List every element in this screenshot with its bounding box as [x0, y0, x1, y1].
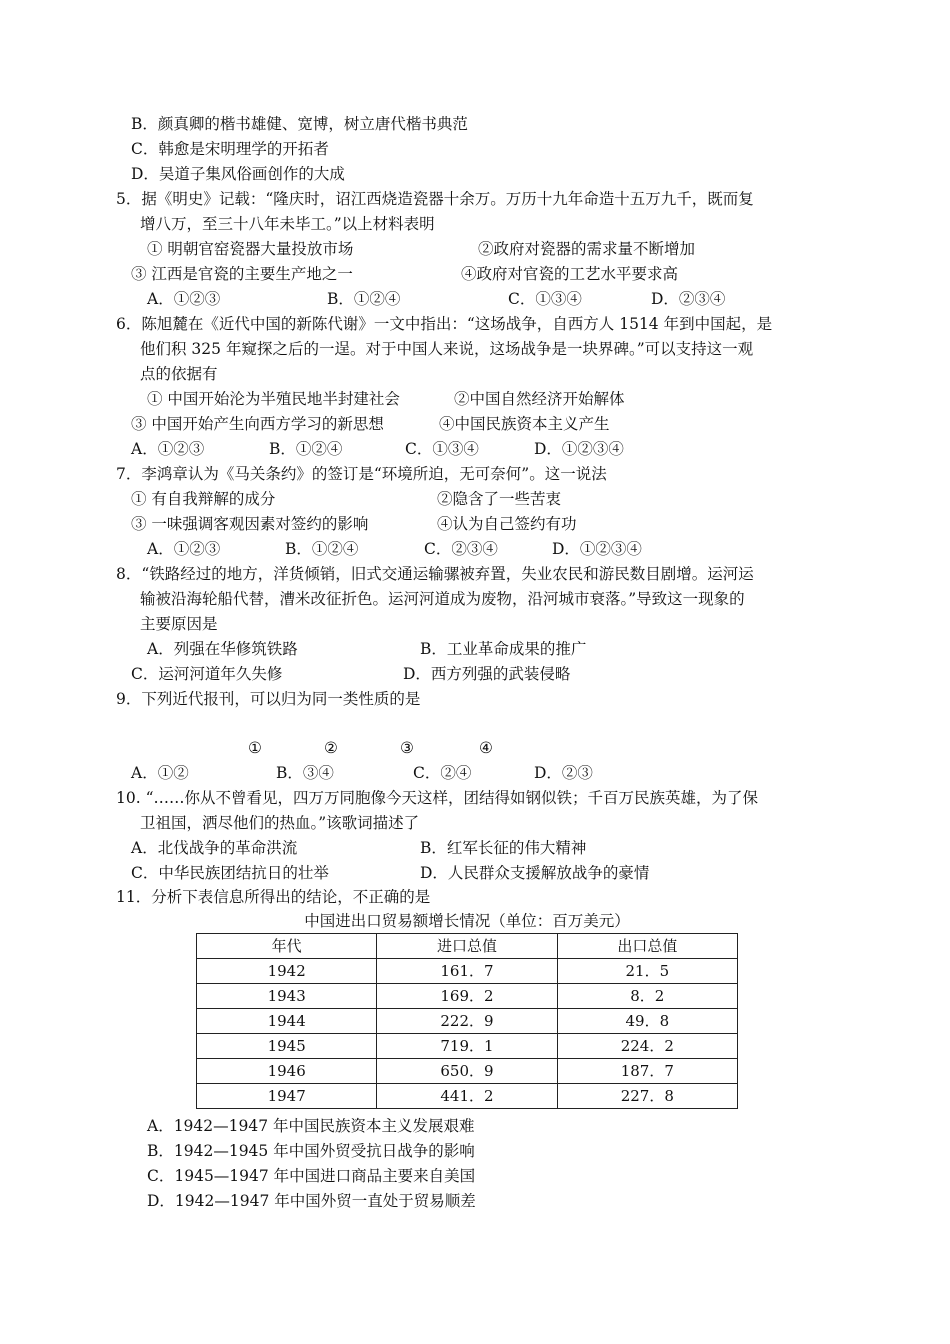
q6-choice-b: B．①②④: [269, 440, 343, 458]
q11-choice-c: C．1945—1947 年中国进口商品主要来自美国: [147, 1167, 476, 1185]
cell-exports: 8．2: [557, 984, 737, 1009]
q6-item-4: ④中国民族资本主义产生: [439, 415, 610, 433]
cell-year: 1943: [197, 984, 377, 1009]
cell-exports: 227．8: [557, 1084, 737, 1109]
cell-imports: 161．7: [377, 959, 557, 984]
q10-choice-c: C．中华民族团结抗日的壮举: [131, 864, 329, 882]
q9-choice-b: B．③④: [276, 764, 334, 782]
q10-choice-d: D．人民群众支援解放战争的豪情: [420, 864, 650, 882]
q10-choice-b: B．红军长征的伟大精神: [420, 839, 587, 857]
q7-item-3: ③ 一味强调客观因素对签约的影响: [131, 515, 369, 533]
table-row: [197, 1009, 738, 1034]
q7-item-1: ① 有自我辩解的成分: [131, 490, 276, 508]
q6-stem-line2: 他们积 325 年窥探之后的一逞。对于中国人来说，这场战争是一块界碑。”可以支持这一观: [140, 340, 754, 358]
q9-marker-3: ③: [400, 739, 414, 757]
q9-choice-c: C．②④: [413, 764, 472, 782]
q9-choice-a: A．①②: [131, 764, 189, 782]
q7-item-2: ②隐含了一些苦衷: [437, 490, 562, 508]
q5-item-2: ②政府对瓷器的需求量不断增加: [478, 240, 696, 258]
q11-choice-a: A．1942—1947 年中国民族资本主义发展艰难: [147, 1117, 475, 1135]
q5-choice-b: B．①②④: [327, 290, 401, 308]
q5-choice-d: D．②③④: [651, 290, 726, 308]
q6-item-2: ②中国自然经济开始解体: [454, 390, 625, 408]
cell-exports: 21．5: [557, 959, 737, 984]
q5-stem-line2: 增八万，至三十八年未毕工。”以上材料表明: [140, 215, 435, 233]
cell-imports: 169．2: [377, 984, 557, 1009]
cell-imports: 719．1: [377, 1034, 557, 1059]
cell-year: 1947: [197, 1084, 377, 1109]
q4-option-d: D．吴道子集风俗画创作的大成: [131, 165, 345, 183]
cell-year: 1945: [197, 1034, 377, 1059]
q6-stem-line3: 点的依据有: [140, 365, 218, 383]
table-row: [197, 1034, 738, 1059]
q10-stem-line1: 10. “……你从不曾看见，四万万同胞像今天这样，团结得如钢似铁；千百万民族英雄，为了保: [116, 789, 759, 807]
q7-choice-a: A．①②③: [147, 540, 221, 558]
trade-table: [196, 933, 738, 1109]
cell-exports: 187．7: [557, 1059, 737, 1084]
cell-year: 1946: [197, 1059, 377, 1084]
q8-choice-d: D．西方列强的武装侵略: [403, 665, 571, 683]
q11-stem: 11．分析下表信息所得出的结论，不正确的是: [116, 888, 431, 906]
q6-item-1: ① 中国开始沦为半殖民地半封建社会: [147, 390, 400, 408]
cell-imports: 650．9: [377, 1059, 557, 1084]
q6-choice-a: A．①②③: [131, 440, 205, 458]
q9-stem: 9．下列近代报刊，可以归为同一类性质的是: [116, 690, 421, 708]
cell-exports: 224．2: [557, 1034, 737, 1059]
q8-stem-line1: 8．“铁路经过的地方，洋货倾销，旧式交通运输骡被弃置，失业农民和游民数目剧增。运河运: [116, 565, 754, 583]
table-row: [197, 1059, 738, 1084]
q5-choice-c: C．①③④: [508, 290, 582, 308]
cell-imports: 441．2: [377, 1084, 557, 1109]
header-year: 年代: [197, 934, 377, 959]
table-caption: 中国进出口贸易额增长情况（单位：百万美元）: [304, 912, 630, 930]
q9-marker-2: ②: [324, 739, 338, 757]
q8-stem-line2: 输被沿海轮船代替，漕米改征折色。运河河道成为废物，沿河城市衰落。”导致这一现象的: [140, 590, 745, 608]
cell-year: 1944: [197, 1009, 377, 1034]
q11-choice-d: D．1942—1947 年中国外贸一直处于贸易顺差: [147, 1192, 476, 1210]
q4-option-b: B．颜真卿的楷书雄健、宽博，树立唐代楷书典范: [131, 115, 468, 133]
q7-choice-b: B．①②④: [285, 540, 359, 558]
q8-choice-c: C．运河河道年久失修: [131, 665, 283, 683]
header-imports: 进口总值: [377, 934, 557, 959]
cell-exports: 49．8: [557, 1009, 737, 1034]
table-header-row: [197, 934, 738, 959]
q5-item-3: ③ 江西是官瓷的主要生产地之一: [131, 265, 353, 283]
q10-stem-line2: 卫祖国，洒尽他们的热血。”该歌词描述了: [140, 814, 420, 832]
cell-imports: 222．9: [377, 1009, 557, 1034]
q6-item-3: ③ 中国开始产生向西方学习的新思想: [131, 415, 384, 433]
q6-choice-c: C．①③④: [405, 440, 479, 458]
table-row: [197, 959, 738, 984]
q5-item-1: ① 明朝官窑瓷器大量投放市场: [147, 240, 354, 258]
q7-stem: 7．李鸿章认为《马关条约》的签订是“环境所迫，无可奈何”。这一说法: [116, 465, 607, 483]
q7-choice-c: C．②③④: [424, 540, 498, 558]
q9-marker-1: ①: [248, 739, 262, 757]
q8-choice-a: A．列强在华修筑铁路: [147, 640, 298, 658]
q6-choice-d: D．①②③④: [534, 440, 624, 458]
table-row: [197, 984, 738, 1009]
table-row: [197, 1084, 738, 1109]
header-exports: 出口总值: [557, 934, 737, 959]
q5-choice-a: A．①②③: [147, 290, 221, 308]
q5-item-4: ④政府对官瓷的工艺水平要求高: [461, 265, 679, 283]
cell-year: 1942: [197, 959, 377, 984]
q4-option-c: C．韩愈是宋明理学的开拓者: [131, 140, 329, 158]
q5-stem-line1: 5．据《明史》记载：“隆庆时，诏江西烧造瓷器十余万。万历十九年命造十五万九千，既而复: [116, 190, 754, 208]
q7-choice-d: D．①②③④: [552, 540, 642, 558]
q6-stem-line1: 6．陈旭麓在《近代中国的新陈代谢》一文中指出：“这场战争，自西方人 1514 年到中国起，是: [116, 315, 773, 333]
q7-item-4: ④认为自己签约有功: [437, 515, 577, 533]
q8-stem-line3: 主要原因是: [140, 615, 218, 633]
q11-choice-b: B．1942—1945 年中国外贸受抗日战争的影响: [147, 1142, 475, 1160]
q8-choice-b: B．工业革命成果的推广: [420, 640, 587, 658]
q9-marker-4: ④: [479, 739, 493, 757]
q9-choice-d: D．②③: [534, 764, 593, 782]
q10-choice-a: A．北伐战争的革命洪流: [131, 839, 298, 857]
